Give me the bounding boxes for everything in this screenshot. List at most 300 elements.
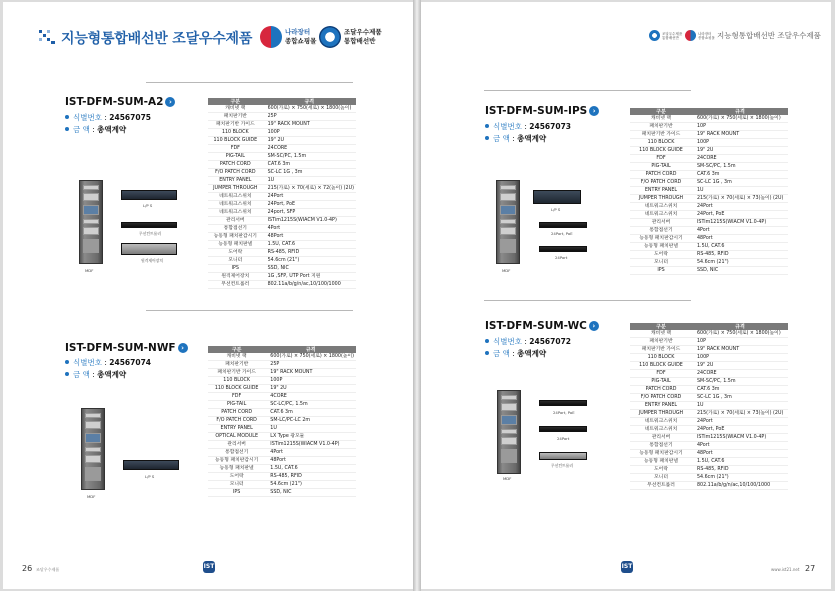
- spec-row: [630, 418, 788, 426]
- spec-row: [208, 401, 356, 409]
- spec-value: 1U: [692, 187, 788, 195]
- spec-category: JUMPER THROUGH: [630, 410, 692, 418]
- spec-value: 24port, SFP: [263, 209, 356, 217]
- cabinet-rack-image: [496, 180, 520, 264]
- spec-row: [208, 385, 356, 393]
- spec-category: ENTRY PANEL: [208, 425, 265, 433]
- spec-category: 통합접선기: [208, 225, 263, 233]
- id-value: 24567072: [529, 337, 572, 346]
- spec-category: 110 BLOCK: [208, 377, 265, 385]
- price-label: 금 액: [73, 125, 90, 134]
- spec-row: [630, 338, 788, 346]
- spec-category: 네트워크스위치: [630, 418, 692, 426]
- lps-device-image: [123, 460, 179, 470]
- spec-category: 110 BLOCK GUIDE: [208, 385, 265, 393]
- spec-category: 네트워크스위치: [630, 426, 692, 434]
- product-price-row: 금 액 : 총액계약: [485, 348, 546, 360]
- poe-switch-image: [539, 400, 587, 406]
- spec-row: [630, 386, 788, 394]
- spec-category: IPS: [630, 267, 692, 275]
- image-caption: MDF: [503, 476, 512, 481]
- spec-row: [630, 147, 788, 155]
- spec-row: [208, 249, 356, 257]
- spec-row: [630, 187, 788, 195]
- spec-row: [630, 458, 788, 466]
- spec-value: 600(가로) × 750(세로) × 1800(높이): [265, 353, 356, 361]
- spec-value: RS-485, RFID: [692, 251, 788, 259]
- spec-header-category: 구분: [630, 108, 692, 115]
- spec-value: SSD, NIC: [692, 267, 788, 275]
- product-price-row: 금 액 : 총액계약: [65, 369, 126, 381]
- page-footer-label: www.ist21.net: [771, 567, 800, 572]
- id-value: 24567073: [529, 122, 572, 131]
- spec-category: FDF: [208, 145, 263, 153]
- spec-value: ISTim1215S(WIACM V1.0-4P): [692, 434, 788, 442]
- spec-category: ENTRY PANEL: [208, 177, 263, 185]
- spec-category: 110 BLOCK GUIDE: [630, 362, 692, 370]
- spec-value: 24Port, PoE: [692, 426, 788, 434]
- spec-row: [208, 361, 356, 369]
- spec-category: 패치판기반 가이드: [208, 121, 263, 129]
- spec-category: 110 BLOCK: [630, 354, 692, 362]
- spec-value: 600(가로) × 750(세로) × 1800(높이): [692, 330, 788, 338]
- spec-value: 10P: [692, 123, 788, 131]
- price-label: 금 액: [493, 134, 510, 143]
- spec-value: 24Port: [692, 203, 788, 211]
- spec-header-spec: 규격: [263, 98, 356, 105]
- spec-row: [208, 377, 356, 385]
- product-id-row: 식별번호 : 24567073: [485, 121, 571, 133]
- image-caption: L/P S: [551, 207, 561, 212]
- spec-row: [208, 257, 356, 265]
- spec-row: [208, 153, 356, 161]
- spec-category: 110 BLOCK GUIDE: [630, 147, 692, 155]
- spec-category: 도어락: [630, 251, 692, 259]
- spec-value: 25P: [265, 361, 356, 369]
- spec-category: 통합접선기: [630, 227, 692, 235]
- spec-row: [208, 473, 356, 481]
- spec-row: [630, 131, 788, 139]
- spec-value: 100P: [263, 129, 356, 137]
- spec-value: CAT.6 3m: [692, 171, 788, 179]
- spec-value: 4Port: [692, 442, 788, 450]
- spec-category: 도어락: [630, 466, 692, 474]
- bullet-icon: [65, 360, 69, 364]
- spec-value: 4Port: [692, 227, 788, 235]
- spec-category: 능동형 패치판감시기: [208, 233, 263, 241]
- spec-header-category: 구분: [208, 98, 263, 105]
- spec-category: 능동형 패치판감시기: [630, 450, 692, 458]
- spec-category: 네트워크스위치: [208, 201, 263, 209]
- cabinet-rack-image: [497, 390, 521, 474]
- spec-category: 관리서버: [630, 219, 692, 227]
- spec-value: 24Port, PoE: [692, 211, 788, 219]
- spec-category: F/O PATCH CORD: [208, 169, 263, 177]
- spec-row: [630, 171, 788, 179]
- spec-category: 110 BLOCK: [630, 139, 692, 147]
- spec-row: [630, 442, 788, 450]
- spec-value: 48Port: [263, 233, 356, 241]
- price-value: 총액계약: [517, 349, 547, 358]
- spec-category: 캐비넷 랙: [208, 353, 265, 361]
- spec-category: PIG-TAIL: [630, 163, 692, 171]
- spec-value: 19" 2U: [265, 385, 356, 393]
- spec-value: 1U: [692, 402, 788, 410]
- spec-row: [630, 139, 788, 147]
- spec-value: 802.11a/b/g/n/ac,10/100/1000: [263, 281, 356, 289]
- spec-category: FDF: [208, 393, 265, 401]
- spec-value: ISTim1215S(WIACM V1.0-4P): [265, 441, 356, 449]
- spec-row: [630, 123, 788, 131]
- spec-row: [630, 330, 788, 338]
- image-caption: MDF: [87, 494, 96, 499]
- spec-value: 215(가로) × 70(세로) × 72(높이) (2U): [263, 185, 356, 193]
- spec-value: 600(가로) × 750(세로) × 1800(높이): [692, 115, 788, 123]
- spec-row: [208, 129, 356, 137]
- spec-row: [208, 417, 356, 425]
- brand-mark-icon: [39, 30, 55, 44]
- spec-row: [208, 201, 356, 209]
- spec-category: 관리서버: [208, 217, 263, 225]
- spec-row: [630, 227, 788, 235]
- spec-value: SM-SC/PC, 1.5m: [692, 163, 788, 171]
- right-page: [421, 2, 831, 589]
- spec-category: 능동형 패치판감시기: [630, 235, 692, 243]
- spec-row: [630, 466, 788, 474]
- spec-category: 능동형 패치판넬: [208, 465, 265, 473]
- nara-logo-icon: [260, 26, 282, 48]
- spec-row: [208, 433, 356, 441]
- price-label: 금 액: [73, 370, 90, 379]
- spec-value: ISTim1215S(WIACM V1.0-4P): [263, 217, 356, 225]
- spec-value: 19" RACK MOUNT: [263, 121, 356, 129]
- spec-row: [208, 281, 356, 289]
- spec-value: 19" RACK MOUNT: [692, 131, 788, 139]
- spec-category: F/O PATCH CORD: [208, 417, 265, 425]
- divider: [146, 82, 353, 83]
- spec-category: 패치판기반 가이드: [208, 369, 265, 377]
- josal-logo-icon: [649, 30, 660, 41]
- id-value: 24567074: [109, 358, 152, 367]
- spec-value: 19" 2U: [263, 137, 356, 145]
- wireless-controller-image: [121, 222, 177, 228]
- book-spine: [413, 0, 421, 591]
- spec-category: 능동형 패치판감시기: [208, 457, 265, 465]
- spec-category: 도어락: [208, 473, 265, 481]
- spec-value: SM-SC/PC, 1.5m: [263, 153, 356, 161]
- spec-value: RS-485, RFID: [263, 249, 356, 257]
- spec-header-spec: 규격: [692, 108, 788, 115]
- cabinet-rack-image: [81, 408, 105, 490]
- bullet-icon: [485, 124, 489, 128]
- spec-category: 통합접선기: [208, 449, 265, 457]
- spec-category: PATCH CORD: [208, 409, 265, 417]
- spec-category: PATCH CORD: [208, 161, 263, 169]
- spec-category: PATCH CORD: [630, 171, 692, 179]
- lps-device-image: [121, 190, 177, 200]
- spec-value: 54.6cm (21"): [692, 474, 788, 482]
- cabinet-rack-image: [79, 180, 103, 264]
- spec-category: 패치판기반 가이드: [630, 131, 692, 139]
- spec-category: IPS: [208, 265, 263, 273]
- spec-category: 능동형 패치판넬: [630, 458, 692, 466]
- spec-row: [208, 481, 356, 489]
- spec-row: [630, 370, 788, 378]
- spec-row: [208, 457, 356, 465]
- spec-value: 24CORE: [692, 155, 788, 163]
- product-id-row: 식별번호 : 24567075: [65, 112, 151, 124]
- spec-category: FDF: [630, 155, 692, 163]
- spec-value: 24Port: [692, 418, 788, 426]
- spec-row: [630, 115, 788, 123]
- spec-table: [630, 323, 788, 490]
- image-caption: 24Port: [557, 436, 570, 441]
- spec-row: [208, 185, 356, 193]
- spec-row: [208, 225, 356, 233]
- spec-row: [208, 209, 356, 217]
- spec-row: [630, 163, 788, 171]
- spec-value: CAT.6 3m: [263, 161, 356, 169]
- spec-table: [630, 108, 788, 275]
- josal-logo-icon: [319, 26, 341, 48]
- spec-row: [630, 267, 788, 275]
- spec-value: 100P: [692, 139, 788, 147]
- spec-category: 능동형 패치판넬: [630, 243, 692, 251]
- price-value: 총액계약: [97, 125, 127, 134]
- spec-value: 25P: [263, 113, 356, 121]
- spec-category: 무선컨트롤러: [208, 281, 263, 289]
- spec-row: [630, 346, 788, 354]
- product-title: [65, 342, 188, 354]
- switch-image: [539, 246, 587, 252]
- spec-row: [630, 434, 788, 442]
- bullet-icon: [485, 339, 489, 343]
- spec-category: PIG-TAIL: [208, 153, 263, 161]
- spec-table: [208, 346, 356, 497]
- spec-value: 802.11a/b/g/n/ac,10/100/1000: [692, 482, 788, 490]
- spec-value: 4CORE: [265, 393, 356, 401]
- product-model: IST-DFM-SUM-IPS: [485, 105, 588, 117]
- image-caption: 무선컨트롤러: [139, 231, 162, 236]
- nara-logo-text: 나라장터 종합쇼핑몰: [698, 32, 715, 40]
- spec-row: [208, 353, 356, 361]
- spec-row: [630, 362, 788, 370]
- josal-logo-line2: 통합배선반: [344, 37, 376, 45]
- bullet-icon: [65, 115, 69, 119]
- spec-row: [630, 354, 788, 362]
- image-caption: 24Port, PoE: [551, 231, 573, 236]
- image-caption: L/P S: [143, 203, 153, 208]
- footer-logo-icon: IST: [621, 561, 633, 573]
- spec-row: [208, 489, 356, 497]
- spec-row: [208, 425, 356, 433]
- spec-value: SC-LC 1G , 3m: [692, 394, 788, 402]
- spec-category: 네트워크스위치: [208, 193, 263, 201]
- spec-value: SSD, NIC: [265, 489, 356, 497]
- page-number: 27: [805, 564, 816, 573]
- spec-row: [208, 113, 356, 121]
- spec-category: 캐비넷 랙: [630, 330, 692, 338]
- spec-value: 1.5U, CAT.6: [263, 241, 356, 249]
- product-model: IST-DFM-SUM-WC: [485, 320, 587, 332]
- arrow-badge-icon: ›: [178, 343, 188, 353]
- bullet-icon: [65, 372, 69, 376]
- spec-row: [208, 145, 356, 153]
- page-header-title: 지능형통합배선반 조달우수제품: [61, 31, 253, 47]
- spec-category: F/O PATCH CORD: [630, 394, 692, 402]
- spec-category: 원격제어장치: [208, 273, 263, 281]
- spec-category: 패치판기반: [630, 338, 692, 346]
- spec-category: 관리서버: [630, 434, 692, 442]
- product-model: IST-DFM-SUM-NWF: [65, 342, 176, 354]
- spec-row: [630, 450, 788, 458]
- spec-row: [630, 235, 788, 243]
- poe-switch-image: [539, 222, 587, 228]
- spec-value: RS-485, RFID: [265, 473, 356, 481]
- product-title: [485, 320, 599, 332]
- spec-category: 110 BLOCK: [208, 129, 263, 137]
- josal-logo-text: 조달우수제품 통합배선반: [662, 32, 683, 40]
- spec-row: [208, 193, 356, 201]
- spec-value: SM-SC/PC, 1.5m: [692, 378, 788, 386]
- spec-value: 1G ,SFP, UTP Port 지원: [263, 273, 356, 281]
- spec-row: [208, 169, 356, 177]
- spec-value: RS-485, RFID: [692, 466, 788, 474]
- id-label: 식별번호: [493, 337, 522, 346]
- product-id-row: 식별번호 : 24567072: [485, 336, 571, 348]
- id-label: 식별번호: [73, 358, 102, 367]
- id-label: 식별번호: [493, 122, 522, 131]
- divider: [484, 90, 691, 91]
- product-price-row: 금 액 : 총액계약: [485, 133, 546, 145]
- nara-logo-line1: 나라장터: [285, 28, 311, 36]
- spec-value: SC-LC 1G , 3m: [692, 179, 788, 187]
- spec-value: 54.6cm (21"): [263, 257, 356, 265]
- page-header-title: 지능형통합배선반 조달우수제품: [717, 31, 821, 40]
- spec-row: [630, 378, 788, 386]
- price-value: 총액계약: [97, 370, 127, 379]
- spec-value: 600(가로) × 750(세로) × 1800(높이): [263, 105, 356, 113]
- spec-row: [208, 161, 356, 169]
- spec-value: 19" RACK MOUNT: [692, 346, 788, 354]
- left-page: [3, 2, 413, 589]
- spec-category: 네트워크스위치: [208, 209, 263, 217]
- spec-row: [630, 474, 788, 482]
- spec-value: 24Port: [263, 193, 356, 201]
- spec-category: 패치판기반: [208, 361, 265, 369]
- spec-category: 통합접선기: [630, 442, 692, 450]
- spec-row: [630, 402, 788, 410]
- spec-category: PIG-TAIL: [630, 378, 692, 386]
- josal-logo-line1: 조달우수제품: [344, 28, 382, 36]
- spec-category: 캐비넷 랙: [630, 115, 692, 123]
- spec-value: 19" 2U: [692, 362, 788, 370]
- spec-row: [208, 449, 356, 457]
- bullet-icon: [485, 136, 489, 140]
- spec-category: 모니터: [630, 259, 692, 267]
- product-price-row: 금 액 : 총액계약: [65, 124, 126, 136]
- id-label: 식별번호: [73, 113, 102, 122]
- spec-category: 캐비넷 랙: [208, 105, 263, 113]
- page-number: 26: [22, 564, 33, 573]
- spec-header-spec: 규격: [692, 323, 788, 330]
- spec-row: [630, 251, 788, 259]
- spec-category: 네트워크스위치: [630, 203, 692, 211]
- spec-category: OPTICAL MODULE: [208, 433, 265, 441]
- spec-category: JUMPER THROUGH: [208, 185, 263, 193]
- spec-row: [630, 203, 788, 211]
- arrow-badge-icon: ›: [589, 321, 599, 331]
- spec-row: [630, 179, 788, 187]
- spec-value: 4Port: [265, 449, 356, 457]
- image-caption: L/P S: [145, 474, 155, 479]
- spec-category: 도어락: [208, 249, 263, 257]
- spec-row: [208, 409, 356, 417]
- spec-value: LX Type 광모듈: [265, 433, 356, 441]
- arrow-badge-icon: ›: [165, 97, 175, 107]
- spec-category: ENTRY PANEL: [630, 402, 692, 410]
- spec-value: 54.6cm (21"): [692, 259, 788, 267]
- spec-value: 10P: [692, 338, 788, 346]
- spec-value: 1U: [263, 177, 356, 185]
- spec-value: 24CORE: [692, 370, 788, 378]
- footer-logo-icon: IST: [203, 561, 215, 573]
- spec-category: 110 BLOCK GUIDE: [208, 137, 263, 145]
- bullet-icon: [485, 351, 489, 355]
- nara-logo-icon: [685, 30, 696, 41]
- price-label: 금 액: [493, 349, 510, 358]
- spec-category: 모니터: [208, 481, 265, 489]
- spec-value: ISTim1215S(WIACM V1.0-4P): [692, 219, 788, 227]
- switch-image: [539, 426, 587, 432]
- spec-category: 능동형 패치판넬: [208, 241, 263, 249]
- spec-row: [208, 369, 356, 377]
- spec-row: [630, 426, 788, 434]
- product-title: [65, 96, 175, 108]
- spec-row: [208, 441, 356, 449]
- spec-row: [630, 243, 788, 251]
- spec-value: CAT.6 3m: [692, 386, 788, 394]
- spec-value: 1U: [265, 425, 356, 433]
- spec-value: 215(가로) × 70(세로) × 73(높이) (2U): [692, 195, 788, 203]
- spec-row: [630, 219, 788, 227]
- spec-row: [208, 393, 356, 401]
- spec-value: 1.5U, CAT.6: [692, 243, 788, 251]
- spec-row: [630, 410, 788, 418]
- spec-row: [208, 265, 356, 273]
- spec-value: 24CORE: [263, 145, 356, 153]
- spec-value: 100P: [265, 377, 356, 385]
- spec-value: 48Port: [692, 450, 788, 458]
- spec-row: [630, 482, 788, 490]
- price-value: 총액계약: [517, 134, 547, 143]
- bullet-icon: [65, 127, 69, 131]
- spec-category: 무선컨트롤러: [630, 482, 692, 490]
- product-model: IST-DFM-SUM-A2: [65, 96, 164, 108]
- spec-category: 관리서버: [208, 441, 265, 449]
- spec-category: 패치판기반 가이드: [630, 346, 692, 354]
- spec-row: [208, 137, 356, 145]
- spec-value: 19" 2U: [692, 147, 788, 155]
- product-id-row: 식별번호 : 24567074: [65, 357, 151, 369]
- spec-value: 48Port: [692, 235, 788, 243]
- spec-row: [208, 121, 356, 129]
- spec-value: 4Port: [263, 225, 356, 233]
- image-caption: MDF: [502, 268, 511, 273]
- spec-row: [630, 195, 788, 203]
- image-caption: 무선컨트롤러: [551, 463, 574, 468]
- spec-value: 19" RACK MOUNT: [265, 369, 356, 377]
